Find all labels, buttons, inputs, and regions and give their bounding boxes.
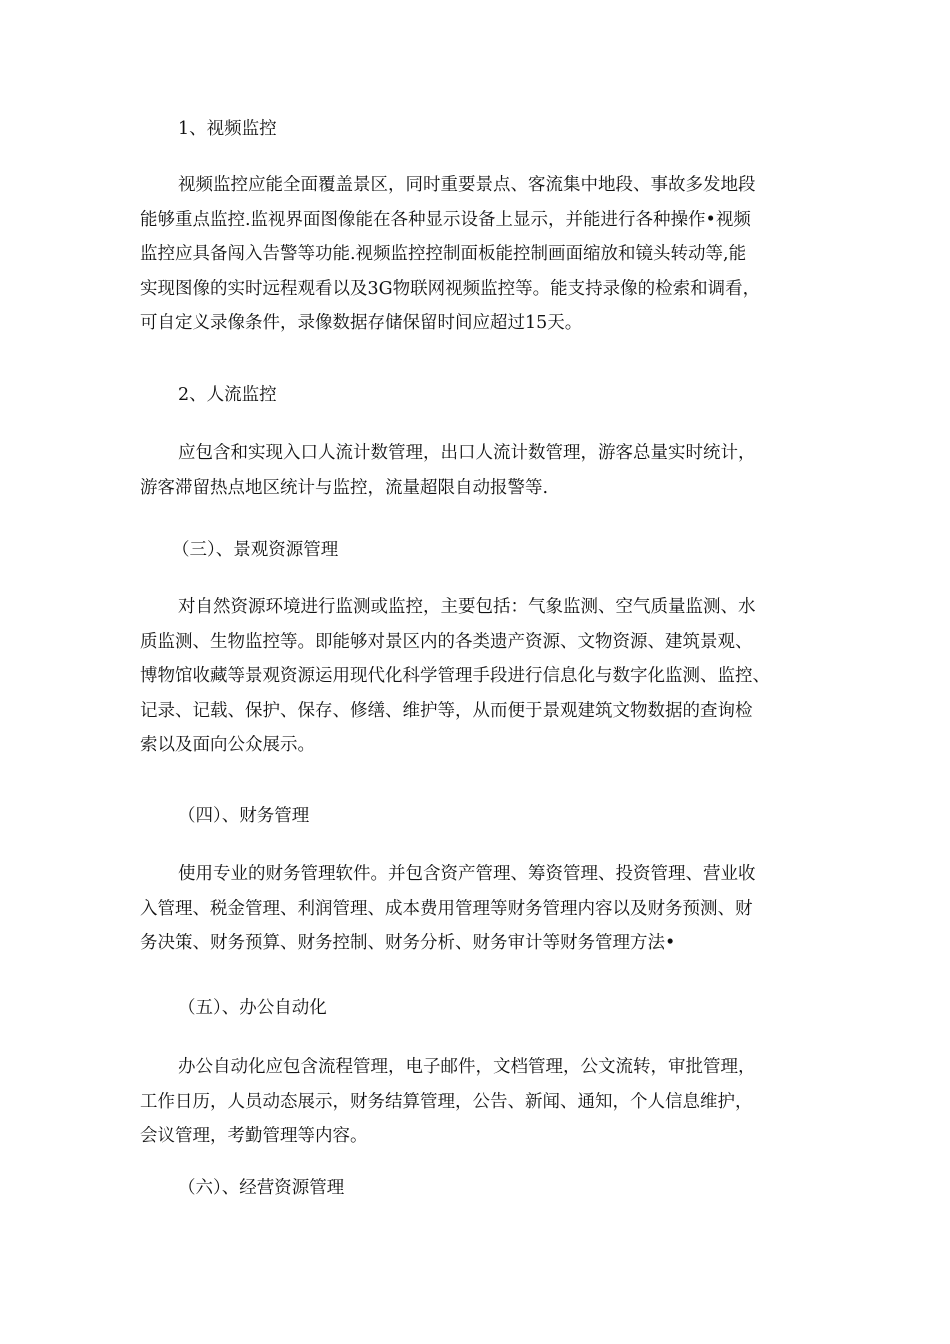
paragraph-line: 办公自动化应包含流程管理，电子邮件，文档管理，公文流转，审批管理， <box>178 1057 756 1077</box>
paragraph-line: 入管理、税金管理、利润管理、成本费用管理等财务管理内容以及财务预测、财 <box>140 898 753 919</box>
paragraph-line: 记录、记载、保护、保存、修缮、维护等，从而便于景观建筑文物数据的查询检 <box>140 700 753 721</box>
section-heading-people-flow-monitoring: 2、人流监控 <box>178 385 277 405</box>
paragraph-people-flow-monitoring <box>140 436 756 505</box>
paragraph-landscape-resource-management <box>140 590 770 763</box>
section-heading-business-resource-management: （六）、经营资源管理 <box>178 1178 345 1198</box>
paragraph-line: 应包含和实现入口人流计数管理，出口人流计数管理，游客总量实时统计， <box>178 443 756 463</box>
paragraph-video-monitoring <box>140 168 760 341</box>
paragraph-line: 工作日历，人员动态展示，财务结算管理，公告、新闻、通知，个人信息维护， <box>140 1091 753 1112</box>
section-heading-landscape-resource-management: （三）、景观资源管理 <box>172 540 339 560</box>
paragraph-office-automation <box>140 1050 756 1154</box>
paragraph-line: 对自然资源环境进行监测或监控，主要包括：气象监测、空气质量监测、水 <box>178 597 756 617</box>
paragraph-line: 可自定义录像条件，录像数据存储保留时间应超过15天。 <box>140 313 583 333</box>
paragraph-line: 务决策、财务预算、财务控制、财务分析、财务审计等财务管理方法• <box>140 933 676 953</box>
paragraph-line: 能够重点监控.监视界面图像能在各种显示设备上显示，并能进行各种操作•视频 <box>140 209 751 230</box>
section-heading-office-automation: （五）、办公自动化 <box>178 998 327 1018</box>
paragraph-line: 监控应具备闯入告警等功能.视频监控控制面板能控制画面缩放和镜头转动等,能 <box>140 244 747 264</box>
paragraph-line: 视频监控应能全面覆盖景区，同时重要景点、客流集中地段、事故多发地段 <box>178 175 756 195</box>
paragraph-line: 游客滞留热点地区统计与监控，流量超限自动报警等. <box>140 477 549 498</box>
section-heading-video-monitoring: 1、视频监控 <box>178 119 277 139</box>
paragraph-financial-management <box>140 857 756 961</box>
section-heading-financial-management: （四）、财务管理 <box>178 806 310 826</box>
paragraph-line: 实现图像的实时远程观看以及3G物联网视频监控等。能支持录像的检索和调看， <box>140 278 761 299</box>
paragraph-line: 使用专业的财务管理软件。并包含资产管理、筹资管理、投资管理、营业收 <box>178 864 756 884</box>
paragraph-line: 会议管理，考勤管理等内容。 <box>140 1126 368 1146</box>
paragraph-line: 博物馆收藏等景观资源运用现代化科学管理手段进行信息化与数字化监测、监控、 <box>140 666 770 686</box>
paragraph-line: 质监测、生物监控等。即能够对景区内的各类遗产资源、文物资源、建筑景观、 <box>140 631 753 652</box>
paragraph-line: 索以及面向公众展示。 <box>140 735 315 755</box>
